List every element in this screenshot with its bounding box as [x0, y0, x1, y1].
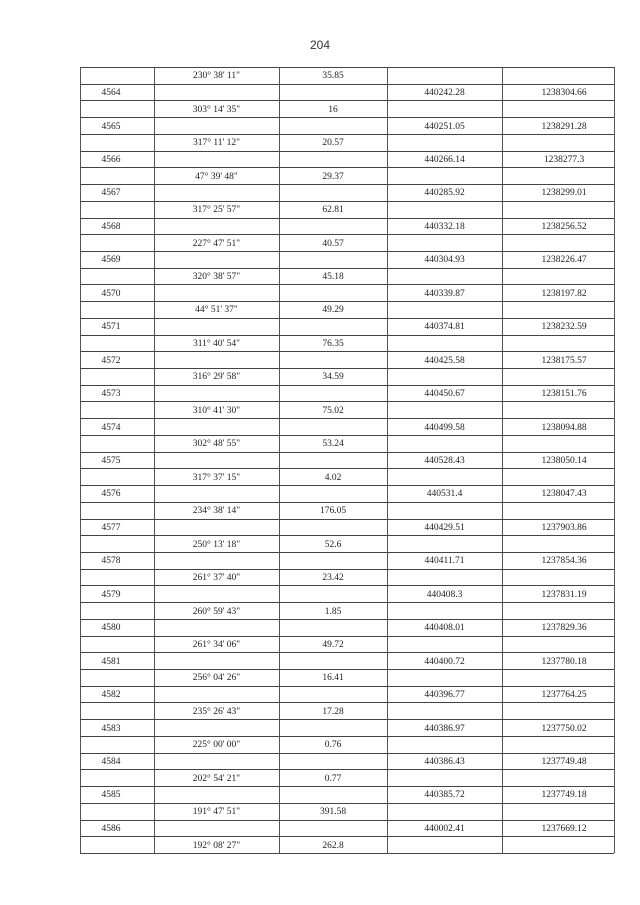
row-rule [80, 719, 614, 720]
table-cell-bearing: 235° 26' 43" [192, 706, 241, 717]
table-cell-distance: 1.85 [324, 606, 342, 617]
table-cell-y: 1237831.19 [541, 589, 587, 600]
row-rule [80, 636, 614, 637]
table-cell-distance: 75.02 [322, 405, 344, 416]
coordinate-table [80, 67, 614, 853]
row-rule [80, 318, 614, 319]
table-cell-bearing: 311° 40' 54" [192, 338, 241, 349]
table-cell-x: 440528.43 [424, 456, 465, 466]
row-rule [80, 769, 614, 770]
table-cell-y: 1237749.48 [541, 757, 587, 768]
table-cell-y: 1238304.66 [541, 88, 587, 99]
row-rule [80, 552, 614, 553]
table-cell-point: 4580 [101, 623, 121, 634]
table-cell-bearing: 303° 14' 35" [192, 104, 241, 115]
table-cell-distance: 52.6 [324, 539, 342, 550]
table-cell-x: 440386.97 [424, 723, 465, 734]
table-cell-point: 4571 [101, 322, 121, 333]
table-cell-point: 4574 [101, 422, 121, 433]
table-cell-bearing: 317° 11' 12" [192, 138, 241, 149]
table-cell-distance: 20.57 [322, 138, 344, 149]
table-cell-point: 4586 [101, 823, 121, 834]
row-rule [80, 485, 614, 486]
row-rule [80, 184, 614, 185]
row-rule [80, 686, 614, 687]
table-cell-y: 1237750.02 [541, 723, 587, 734]
table-cell-x: 440242.28 [424, 88, 465, 99]
row-rule [80, 569, 614, 570]
table-cell-distance: 0.76 [324, 740, 342, 751]
table-cell-point: 4584 [101, 757, 121, 768]
row-rule [80, 452, 614, 453]
row-rule [80, 535, 614, 536]
table-cell-x: 440385.72 [424, 790, 465, 801]
table-cell-bearing: 227° 47' 51" [192, 238, 241, 249]
table-cell-x: 440304.93 [424, 255, 465, 266]
table-cell-x: 440499.58 [424, 422, 465, 433]
table-cell-x: 440425.58 [424, 355, 465, 366]
row-rule [80, 117, 614, 118]
table-cell-y: 1238050.14 [541, 456, 587, 466]
table-cell-y: 1237749.18 [541, 790, 587, 801]
table-cell-point: 4573 [101, 389, 121, 400]
table-cell-distance: 4.02 [324, 472, 342, 483]
table-cell-y: 1238291.28 [541, 121, 587, 132]
table-cell-x: 440411.71 [424, 556, 465, 567]
table-cell-y: 1237903.86 [541, 522, 587, 533]
row-rule [80, 753, 614, 754]
table-cell-y: 1238226.47 [541, 255, 587, 266]
table-cell-bearing: 47° 39' 48" [195, 171, 238, 182]
row-rule [80, 234, 614, 235]
table-cell-x: 440450.67 [424, 389, 465, 400]
table-cell-point: 4569 [101, 255, 121, 266]
row-rule [80, 167, 614, 168]
row-rule [80, 401, 614, 402]
table-cell-bearing: 234° 38' 14" [192, 506, 241, 517]
row-rule [80, 786, 614, 787]
table-cell-x: 440408.01 [424, 623, 465, 634]
row-rule [80, 368, 614, 369]
row-rule [80, 820, 614, 821]
table-cell-bearing: 317° 37' 15" [192, 472, 241, 483]
table-cell-distance: 262.8 [322, 840, 344, 851]
row-rule [80, 853, 614, 854]
table-cell-bearing: 225° 00' 00" [192, 740, 241, 751]
table-cell-y: 1238094.88 [541, 422, 587, 433]
row-rule [80, 619, 614, 620]
table-cell-distance: 76.35 [322, 338, 344, 349]
row-rule [80, 134, 614, 135]
row-rule [80, 418, 614, 419]
table-cell-x: 440339.87 [424, 288, 465, 299]
table-cell-point: 4577 [101, 522, 121, 533]
table-cell-y: 1238197.82 [541, 288, 587, 299]
row-rule [80, 201, 614, 202]
table-cell-point: 4581 [101, 656, 121, 667]
table-cell-distance: 49.72 [322, 639, 344, 650]
table-cell-y: 1238299.01 [541, 188, 587, 199]
row-rule [80, 803, 614, 804]
table-cell-bearing: 44° 51' 37" [195, 305, 238, 316]
table-cell-y: 1237764.25 [541, 690, 587, 701]
table-cell-bearing: 310° 41' 30" [192, 405, 241, 416]
table-cell-x: 440429.51 [424, 522, 465, 533]
row-rule [80, 836, 614, 837]
table-cell-distance: 16.41 [322, 673, 344, 684]
row-rule [80, 669, 614, 670]
row-rule [80, 100, 614, 101]
row-rule [80, 519, 614, 520]
table-cell-x: 440374.81 [424, 322, 465, 333]
table-cell-bearing: 261° 34' 06" [192, 639, 241, 650]
table-cell-point: 4564 [101, 88, 121, 99]
table-cell-distance: 62.81 [322, 205, 344, 216]
table-cell-x: 440251.05 [424, 121, 465, 132]
table-cell-distance: 176.05 [319, 506, 347, 517]
table-cell-x: 440531.4 [426, 489, 463, 500]
row-rule [80, 284, 614, 285]
table-cell-distance: 0.77 [324, 773, 342, 784]
table-cell-bearing: 202° 54' 21" [192, 773, 241, 784]
table-cell-x: 440285.92 [424, 188, 465, 199]
table-cell-bearing: 250° 13' 18" [192, 539, 241, 550]
table-cell-distance: 17.28 [322, 706, 344, 717]
table-cell-point: 4583 [101, 723, 121, 734]
row-rule [80, 218, 614, 219]
table-cell-point: 4585 [101, 790, 121, 801]
table-cell-y: 1237854.36 [541, 556, 587, 567]
table-cell-bearing: 192° 08' 27" [192, 840, 241, 851]
table-cell-y: 1238277.3 [543, 154, 585, 165]
table-cell-point: 4568 [101, 221, 121, 232]
table-cell-point: 4582 [101, 690, 121, 701]
table-cell-point: 4578 [101, 556, 121, 567]
table-cell-point: 4565 [101, 121, 121, 132]
table-cell-distance: 16 [328, 104, 338, 115]
table-cell-x: 440266.14 [424, 154, 465, 165]
table-cell-y: 1238151.76 [541, 389, 587, 400]
table-cell-bearing: 302° 48' 55" [192, 439, 241, 450]
table-cell-point: 4567 [101, 188, 121, 199]
table-cell-distance: 391.58 [319, 807, 347, 818]
table-cell-bearing: 230° 38' 11" [192, 71, 241, 82]
row-rule [80, 301, 614, 302]
row-rule [80, 585, 614, 586]
table-cell-point: 4576 [101, 489, 121, 500]
row-rule [80, 652, 614, 653]
row-rule [80, 67, 614, 68]
table-cell-distance: 45.18 [322, 272, 344, 283]
table-cell-y: 1238256.52 [541, 221, 587, 232]
table-cell-y: 1238175.57 [541, 355, 587, 366]
table-cell-bearing: 191° 47' 51" [192, 807, 241, 818]
page-number: 204 [309, 38, 331, 52]
table-cell-distance: 29.37 [322, 171, 344, 182]
table-cell-y: 1238047.43 [541, 489, 587, 500]
row-rule [80, 736, 614, 737]
table-cell-x: 440408.3 [426, 589, 463, 600]
table-cell-distance: 49.29 [322, 305, 344, 316]
table-cell-point: 4575 [101, 456, 121, 466]
table-cell-x: 440396.77 [424, 690, 465, 701]
table-cell-y: 1237829.36 [541, 623, 587, 634]
table-cell-bearing: 317° 25' 57" [192, 205, 241, 216]
table-cell-y: 1237780.18 [541, 656, 587, 667]
table-cell-distance: 40.57 [322, 238, 344, 249]
row-rule [80, 502, 614, 503]
row-rule [80, 251, 614, 252]
row-rule [80, 385, 614, 386]
row-rule [80, 268, 614, 269]
row-rule [80, 351, 614, 352]
row-rule [80, 702, 614, 703]
table-cell-x: 440002.41 [424, 823, 465, 834]
table-cell-bearing: 261° 37' 40" [192, 573, 241, 584]
row-rule [80, 84, 614, 85]
row-rule [80, 602, 614, 603]
row-rule [80, 151, 614, 152]
table-cell-x: 440332.18 [424, 221, 465, 232]
table-cell-y: 1237669.12 [541, 823, 587, 834]
table-cell-point: 4572 [101, 355, 121, 366]
table-cell-bearing: 260° 59' 43" [192, 606, 241, 617]
table-cell-point: 4570 [101, 288, 121, 299]
table-cell-distance: 53.24 [322, 439, 344, 450]
table-cell-bearing: 320° 38' 57" [192, 272, 241, 283]
table-cell-x: 440386.43 [424, 757, 465, 768]
table-cell-point: 4579 [101, 589, 121, 600]
table-cell-point: 4566 [101, 154, 121, 165]
table-cell-y: 1238232.59 [541, 322, 587, 333]
table-cell-distance: 23.42 [322, 573, 344, 584]
row-rule [80, 435, 614, 436]
row-rule [80, 335, 614, 336]
table-cell-x: 440400.72 [424, 656, 465, 667]
table-cell-distance: 35.85 [322, 71, 344, 82]
table-cell-bearing: 256° 04' 26" [192, 673, 241, 684]
table-cell-bearing: 316° 29' 58" [192, 372, 241, 383]
table-cell-distance: 34.59 [322, 372, 344, 383]
row-rule [80, 468, 614, 469]
